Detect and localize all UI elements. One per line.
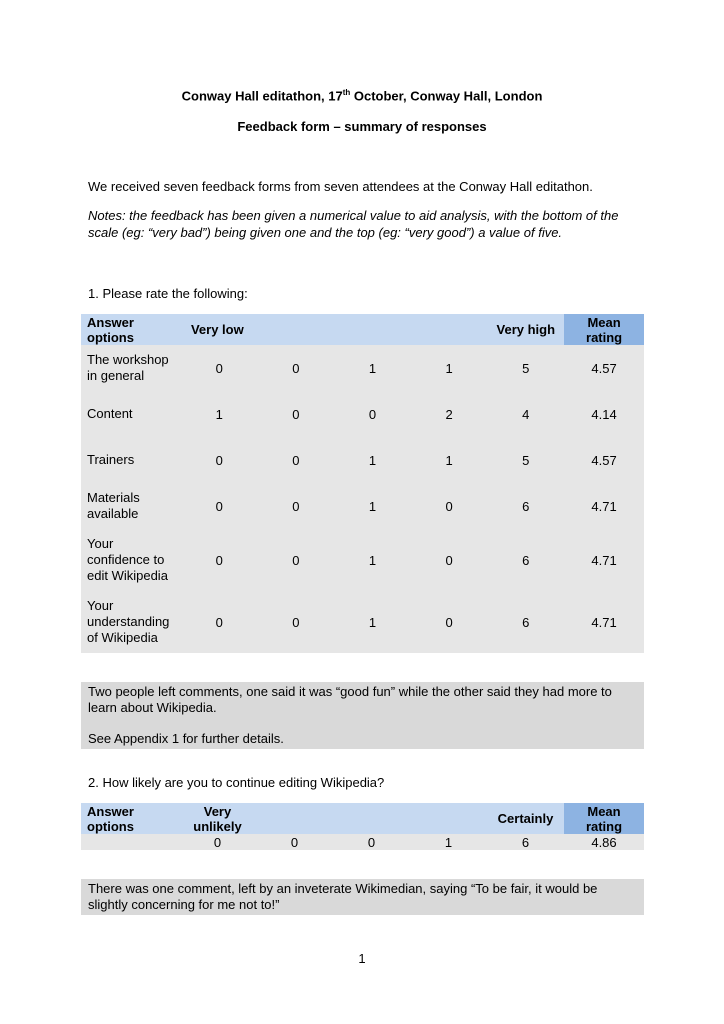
- cell-value: 0: [181, 437, 258, 483]
- cell-value: 1: [334, 345, 411, 391]
- cell-value: 1: [334, 437, 411, 483]
- row-label: The workshop in general: [81, 345, 181, 391]
- title-pre: Conway Hall editathon, 17: [181, 88, 343, 104]
- cell-value: 1: [411, 345, 488, 391]
- question-1: 1. Please rate the following:: [88, 286, 248, 301]
- question-2: 2. How likely are you to continue editing Wikipedia?: [88, 775, 385, 790]
- row-label: Trainers: [81, 437, 181, 483]
- cell-value: 6: [487, 834, 564, 850]
- cell-value: 0: [181, 591, 258, 653]
- q2-comment: There was one comment, left by an inveterate Wikimedian, saying “To be fair, it would be slightly concerning for me not to!”: [88, 881, 598, 912]
- q1-comment: Two people left comments, one said it was “good fun” while the other said they had more to learn about Wikipedia.: [88, 684, 612, 715]
- title-sup: th: [342, 88, 351, 97]
- q1-header-high: Very high: [487, 314, 564, 345]
- q1-comment-box: [81, 682, 644, 749]
- mean-rating: 4.57: [564, 437, 644, 483]
- cell-value: 0: [258, 591, 335, 653]
- cell-value: 1: [334, 483, 411, 529]
- cell-value: 6: [487, 483, 564, 529]
- mean-rating: 4.71: [564, 529, 644, 591]
- cell-value: 0: [258, 437, 335, 483]
- q1-appendix-note: See Appendix 1 for further details.: [88, 731, 284, 746]
- q2-comment-box: [81, 879, 644, 915]
- cell-value: 2: [411, 391, 488, 437]
- row-label: Materials available: [81, 483, 181, 529]
- cell-value: 1: [334, 591, 411, 653]
- cell-value: 5: [487, 437, 564, 483]
- row-label: Content: [81, 391, 181, 437]
- cell-value: 1: [410, 834, 487, 850]
- row-label: Your confidence to edit Wikipedia: [81, 529, 181, 591]
- q2-header-mean: Mean rating: [564, 803, 644, 834]
- row-label: [81, 834, 179, 850]
- q1-table: [81, 314, 644, 653]
- q1-header-low: Very low: [181, 314, 334, 345]
- q1-header-row: [81, 314, 644, 345]
- row-label: Your understanding of Wikipedia: [81, 591, 181, 653]
- table-row: [81, 391, 644, 437]
- cell-value: 0: [258, 529, 335, 591]
- cell-value: 5: [487, 345, 564, 391]
- mean-rating: 4.71: [564, 591, 644, 653]
- cell-value: 0: [411, 483, 488, 529]
- cell-value: 0: [181, 529, 258, 591]
- cell-value: 0: [258, 483, 335, 529]
- q2-header-low: Very unlikely: [179, 803, 256, 834]
- q2-header-row: [81, 803, 644, 834]
- table-row: [81, 437, 644, 483]
- cell-value: 1: [334, 529, 411, 591]
- q2-header-answer-options: Answer options: [81, 803, 179, 834]
- mean-rating: 4.14: [564, 391, 644, 437]
- cell-value: 0: [333, 834, 410, 850]
- mean-rating: 4.86: [564, 834, 644, 850]
- cell-value: 0: [179, 834, 256, 850]
- table-row: [81, 483, 644, 529]
- cell-value: 6: [487, 591, 564, 653]
- cell-value: 0: [258, 345, 335, 391]
- title-post: October, Conway Hall, London: [350, 88, 543, 104]
- table-row: [81, 529, 644, 591]
- table-row: [81, 345, 644, 391]
- q1-header-answer-options: Answer options: [81, 314, 181, 345]
- mean-rating: 4.71: [564, 483, 644, 529]
- cell-value: 6: [487, 529, 564, 591]
- cell-value: 0: [258, 391, 335, 437]
- cell-value: 0: [181, 483, 258, 529]
- document-title: [0, 88, 724, 103]
- intro-text: We received seven feedback forms from seven attendees at the Conway Hall editathon.: [88, 179, 593, 194]
- document-subtitle: Feedback form – summary of responses: [237, 119, 487, 134]
- cell-value: 0: [181, 345, 258, 391]
- cell-value: 4: [487, 391, 564, 437]
- cell-value: 0: [334, 391, 411, 437]
- cell-value: 0: [256, 834, 333, 850]
- mean-rating: 4.57: [564, 345, 644, 391]
- page-number: 1: [358, 951, 366, 966]
- cell-value: 1: [411, 437, 488, 483]
- notes-text: Notes: the feedback has been given a numerical value to aid analysis, with the bottom of the scale (eg: “very bad”) being given one and the top (eg: “very good”) a value of five.: [88, 208, 619, 240]
- q2-header-high: Certainly: [487, 803, 564, 834]
- cell-value: 0: [411, 529, 488, 591]
- cell-value: 0: [411, 591, 488, 653]
- q1-header-mean: Mean rating: [564, 314, 644, 345]
- cell-value: 1: [181, 391, 258, 437]
- table-row: [81, 591, 644, 653]
- table-row: [81, 834, 644, 850]
- q2-table: [81, 803, 644, 850]
